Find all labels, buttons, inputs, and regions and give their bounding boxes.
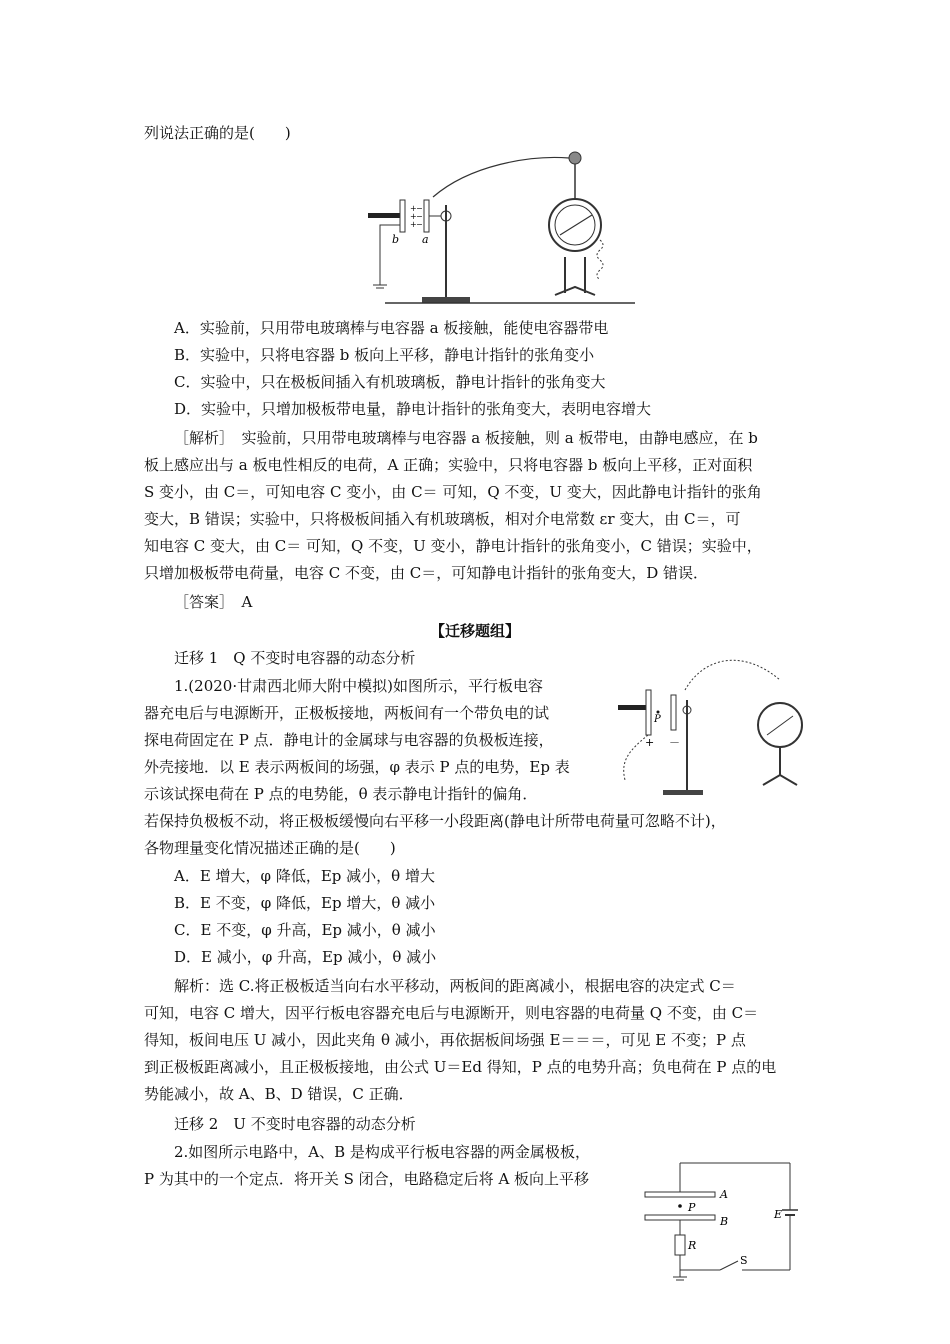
text-line: ［解析］ 实验前，只用带电玻璃棒与电容器 a 板接触，则 a 板带电，由静电感应，在 b [174,429,758,447]
text-line: D．实验中，只增加极板带电量，静电计指针的张角变大，表明电容增大 [174,400,652,418]
text-line: B．实验中，只将电容器 b 板向上平移，静电计指针的张角变小 [174,346,595,364]
text-line: D．E 减小，φ 升高，Ep 减小，θ 减小 [174,948,437,966]
svg-text:−: − [416,220,423,229]
text-line: 2.如图所示电路中，A、B 是构成平行板电容器的两金属极板， [174,1143,590,1161]
text-line: 若保持负极板不动，将正极板缓慢向右平移一小段距离(静电计所带电荷量可忽略不计)， [144,812,726,830]
electrometer-experiment-figure [360,145,640,310]
label-P: P [688,1201,696,1214]
text-line: 示该试探电荷在 P 点的电势能，θ 表示静电计指针的偏角． [144,785,538,803]
label-A: A [720,1188,728,1201]
label-plus: + [645,736,655,749]
text-line: 板上感应出与 a 板电性相反的电荷，A 正确；实验中，只将电容器 b 板向上平移，正对面积 [144,456,753,474]
label-E: E [774,1208,783,1221]
capacitor-electrometer-figure [615,650,805,800]
svg-text:+: + [410,220,417,229]
text-line: C．实验中，只在极板间插入有机玻璃板，静电计指针的张角变大 [174,373,606,391]
label-R: R [688,1239,697,1252]
text-line: P 为其中的一个定点．将开关 S 闭合，电路稳定后将 A 板向上平移 [144,1170,590,1188]
text-line: 只增加极板带电荷量，电容 C 不变，由 C＝，可知静电计指针的张角变大，D 错误． [144,564,709,582]
text-line: 迁移 2 U 不变时电容器的动态分析 [174,1115,416,1133]
svg-text:+: + [410,212,417,221]
label-minus: － [669,736,680,749]
text-line: S 变小，由 C＝，可知电容 C 变小，由 C＝ 可知，Q 不变，U 变大，因此静电计指针的张角 [144,483,762,501]
text-line: 解析：选 C.将正极板适当向右水平移动，两板间的距离减小，根据电容的决定式 C＝ [174,977,736,995]
text-line: 各物理量变化情况描述正确的是( ) [144,839,396,857]
label-B: B [720,1215,729,1228]
circuit-figure [640,1155,810,1285]
svg-text:+: + [410,204,417,213]
text-line: 列说法正确的是( ) [144,124,291,142]
svg-text:−: − [416,204,423,213]
text-line: 势能减小，故 A、B、D 错误，C 正确． [144,1085,414,1103]
label-P: P [654,714,661,725]
section-heading: 【迁移题组】 [429,622,520,640]
text-line: ［答案］ A [174,593,253,611]
text-line: 知电容 C 变大，由 C＝ 可知，Q 不变，U 变小，静电计指针的张角变小，C 错误；实验中， [144,537,762,555]
text-line: B．E 不变，φ 降低，Ep 增大，θ 减小 [174,894,436,912]
svg-text:−: − [416,212,423,221]
text-line: A．实验前，只用带电玻璃棒与电容器 a 板接触，能使电容器带电 [174,319,609,337]
label-a: a [422,233,429,246]
text-line: 器充电后与电源断开，正极板接地，两板间有一个带负电的试 [144,704,550,722]
text-line: 到正极板距离减小，且正极板接地，由公式 U＝Ed 得知，P 点的电势升高；负电荷在 P 点的电 [144,1058,777,1076]
text-line: 变大，B 错误；实验中，只将极板间插入有机玻璃板，相对介电常数 εr 变大，由 C＝，可 [144,510,741,528]
text-line: 1.(2020·甘肃西北师大附中模拟)如图所示，平行板电容 [174,677,543,695]
text-line: 迁移 1 Q 不变时电容器的动态分析 [174,649,416,667]
text-line: A．E 增大，φ 降低，Ep 减小，θ 增大 [174,867,435,885]
text-line: 可知，电容 C 增大，因平行板电容器充电后与电源断开，则电容器的电荷量 Q 不变，由 C＝ [144,1004,759,1022]
label-b: b [392,233,400,246]
text-line: 外壳接地．以 E 表示两板间的场强，φ 表示 P 点的电势，Ep 表 [144,758,570,776]
text-line: 探电荷固定在 P 点．静电计的金属球与电容器的负极板连接， [144,731,554,749]
label-S: S [740,1254,748,1267]
text-line: C．E 不变，φ 升高，Ep 减小，θ 减小 [174,921,436,939]
text-line: 得知，板间电压 U 减小，因此夹角 θ 减小，再依据板间场强 E＝＝＝，可见 E 不变；P 点 [144,1031,746,1049]
